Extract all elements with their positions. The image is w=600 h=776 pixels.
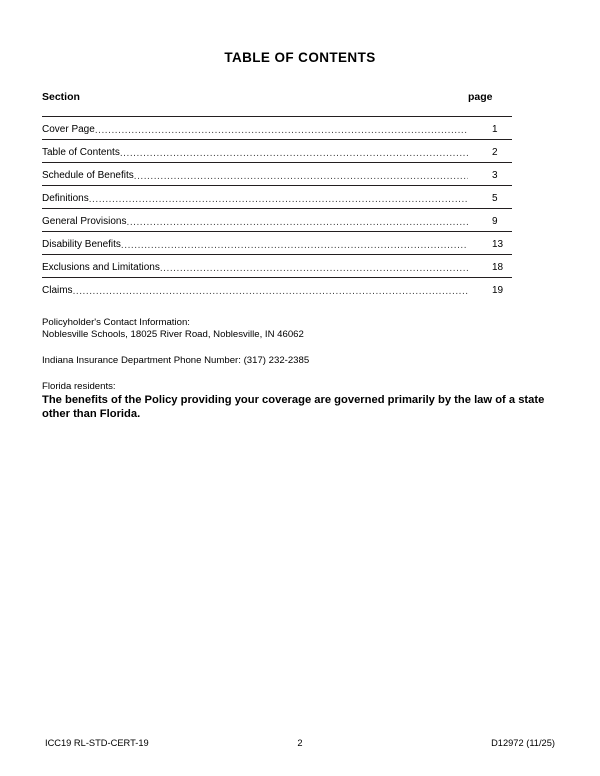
page-footer (0, 738, 600, 752)
toc-leader-dots (121, 239, 468, 250)
footer-form-number: ICC19 RL-STD-CERT-19 (45, 738, 149, 748)
insurance-department-block (42, 355, 562, 367)
toc-entry-page: 19 (492, 285, 504, 296)
policyholder-contact-block (42, 317, 562, 342)
table-of-contents (42, 91, 512, 300)
toc-header-page: page (468, 91, 493, 103)
florida-notice-label: Florida residents: (42, 381, 116, 392)
toc-leader-dots (126, 216, 468, 227)
toc-entry-row[interactable] (42, 116, 512, 139)
toc-entry-row[interactable] (42, 231, 512, 254)
toc-entry-row[interactable] (42, 139, 512, 162)
toc-leader-dots (134, 170, 468, 181)
toc-entry-page: 13 (492, 239, 504, 250)
policyholder-contact-heading: Policyholder's Contact Information: (42, 317, 190, 328)
toc-entry-page: 2 (492, 147, 498, 158)
toc-entry-page: 5 (492, 193, 498, 204)
toc-leader-dots (160, 262, 468, 273)
footer-document-code: D12972 (11/25) (491, 738, 555, 748)
toc-entry-list (42, 116, 512, 300)
toc-entry-title: General Provisions (42, 216, 127, 227)
toc-entry-row[interactable] (42, 277, 512, 300)
toc-entry-title: Definitions (42, 193, 89, 204)
toc-entry-title: Disability Benefits (42, 239, 121, 250)
insurance-department-phone: Indiana Insurance Department Phone Number: (317) 232-2385 (42, 355, 310, 366)
toc-entry-title: Cover Page (42, 124, 95, 135)
footer-page-number: 2 (297, 738, 303, 748)
toc-entry-page: 1 (492, 124, 498, 135)
toc-entry-title: Exclusions and Limitations (42, 262, 160, 273)
toc-entry-title: Claims (42, 285, 73, 296)
toc-leader-dots (73, 285, 468, 296)
toc-entry-page: 9 (492, 216, 498, 227)
toc-entry-page: 18 (492, 262, 504, 273)
toc-entry-title: Table of Contents (42, 147, 120, 158)
page-title: TABLE OF CONTENTS (224, 50, 376, 65)
florida-notice-statement: The benefits of the Policy providing your coverage are governed primarily by the law of a state other than Florida. (42, 394, 545, 420)
toc-entry-row[interactable] (42, 208, 512, 231)
toc-leader-dots (120, 147, 468, 158)
toc-column-headers (42, 91, 512, 106)
toc-entry-title: Schedule of Benefits (42, 170, 134, 181)
toc-entry-page: 3 (492, 170, 498, 181)
toc-entry-row[interactable] (42, 185, 512, 208)
policyholder-address: Noblesville Schools, 18025 River Road, Noblesville, IN 46062 (42, 329, 304, 341)
toc-leader-dots (89, 193, 468, 204)
toc-leader-dots (95, 124, 468, 135)
toc-entry-row[interactable] (42, 162, 512, 185)
florida-residents-notice (42, 381, 554, 422)
toc-entry-row[interactable] (42, 254, 512, 277)
toc-header-section: Section (42, 91, 80, 103)
